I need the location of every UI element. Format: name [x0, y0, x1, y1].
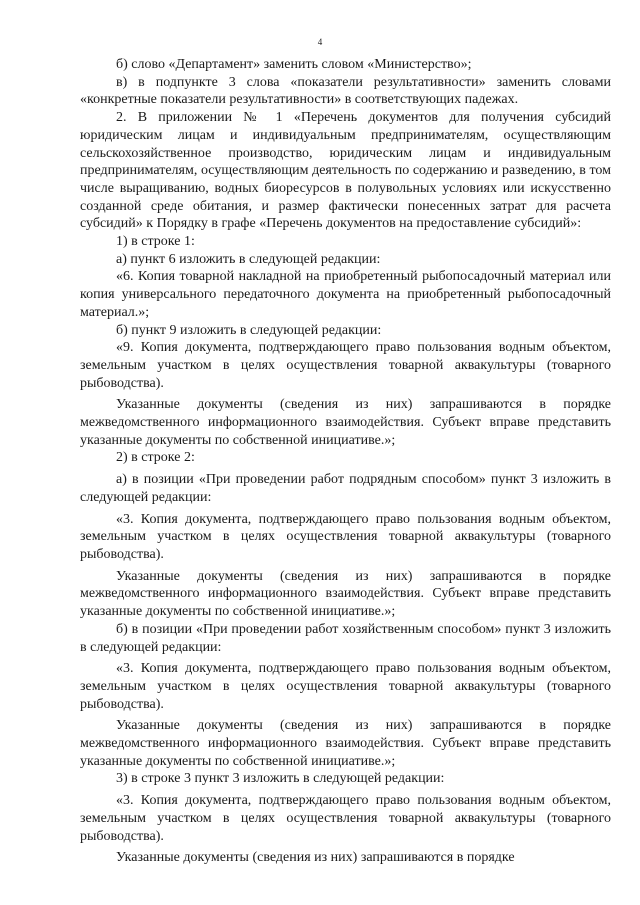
paragraph-row-2-a: а) в позиции «При проведении работ подрядным способом» пункт 3 изложить в следующей редакции: — [80, 472, 611, 505]
paragraph-row-1-a: а) пункт 6 изложить в следующей редакции: — [116, 251, 381, 267]
paragraph-row-2: 2) в строке 2: — [116, 450, 195, 466]
paragraph-row-2-b: б) в позиции «При проведении работ хозяйственным способом» пункт 3 изложить в следующей редакции: — [80, 621, 611, 655]
paragraph-item-6-quote: «6. Копия товарной накладной на приобретенный рыбопосадочный материал или копия универсального передаточного документа на приобретенный рыбопосадочный материал.»; — [80, 269, 611, 320]
paragraph-interagency-note: Указанные документы (сведения из них) запрашиваются в порядке межведомственного информационного взаимодействия. Субъект вправе представить указанные документы по собственной инициативе.»; — [80, 718, 611, 769]
document-body — [80, 56, 611, 867]
paragraph-2-appendix-1: 2. В приложении № 1 «Перечень документов для получения субсидий юридическим лицам и индивидуальным предпринимателям, осуществляющим сельскохозяйственное производство, юридическим лицам и индивидуальным предпринимателям, осуществляющим деятельность по содержанию и разведению, в том числе выращиванию, водных биоресурсов в полувольных условиях или искусственно созданной среде обитания, и размер фактически понесенных затрат для расчета субсидий» к Порядку в графе «Перечень документов на предоставление субсидий»: — [80, 110, 611, 232]
paragraph-row-1: 1) в строке 1: — [116, 234, 195, 250]
paragraph-interagency-note: Указанные документы (сведения из них) запрашиваются в порядке межведомственного информационного взаимодействия. Субъект вправе представить указанные документы по собственной инициативе.»; — [80, 568, 611, 620]
paragraph-item-3-quote: «3. Копия документа, подтверждающего право пользования водным объектом, земельным участком в целях осуществления товарной аквакультуры (товарного рыбоводства). — [80, 661, 611, 712]
paragraph-v-replace-indicators: в) в подпункте 3 слова «показатели результативности» заменить словами «конкретные показатели результативности» в соответствующих падежах. — [80, 74, 611, 108]
paragraph-item-3-quote: «3. Копия документа, подтверждающего право пользования водным объектом, земельным участком в целях осуществления товарной аквакультуры (товарного рыбоводства). — [80, 511, 611, 562]
page-number: 4 — [317, 37, 323, 47]
paragraph-row-3: 3) в строке 3 пункт 3 изложить в следующей редакции: — [116, 771, 445, 787]
paragraph-item-9-quote: «9. Копия документа, подтверждающего право пользования водным объектом, земельным участком в целях осуществления товарной аквакультуры (товарного рыбоводства). — [80, 340, 611, 391]
paragraph-interagency-note: Указанные документы (сведения из них) запрашиваются в порядке межведомственного информационного взаимодействия. Субъект вправе представить указанные документы по собственной инициативе.»; — [80, 397, 611, 448]
paragraph-interagency-note-partial: Указанные документы (сведения из них) запрашиваются в порядке — [116, 850, 515, 866]
paragraph-row-1-b: б) пункт 9 изложить в следующей редакции: — [116, 322, 382, 338]
paragraph-b-replace-department: б) слово «Департамент» заменить словом «Министерство»; — [116, 57, 472, 72]
paragraph-item-3-quote: «3. Копия документа, подтверждающего право пользования водным объектом, земельным участком в целях осуществления товарной аквакультуры (товарного рыбоводства). — [80, 793, 611, 844]
